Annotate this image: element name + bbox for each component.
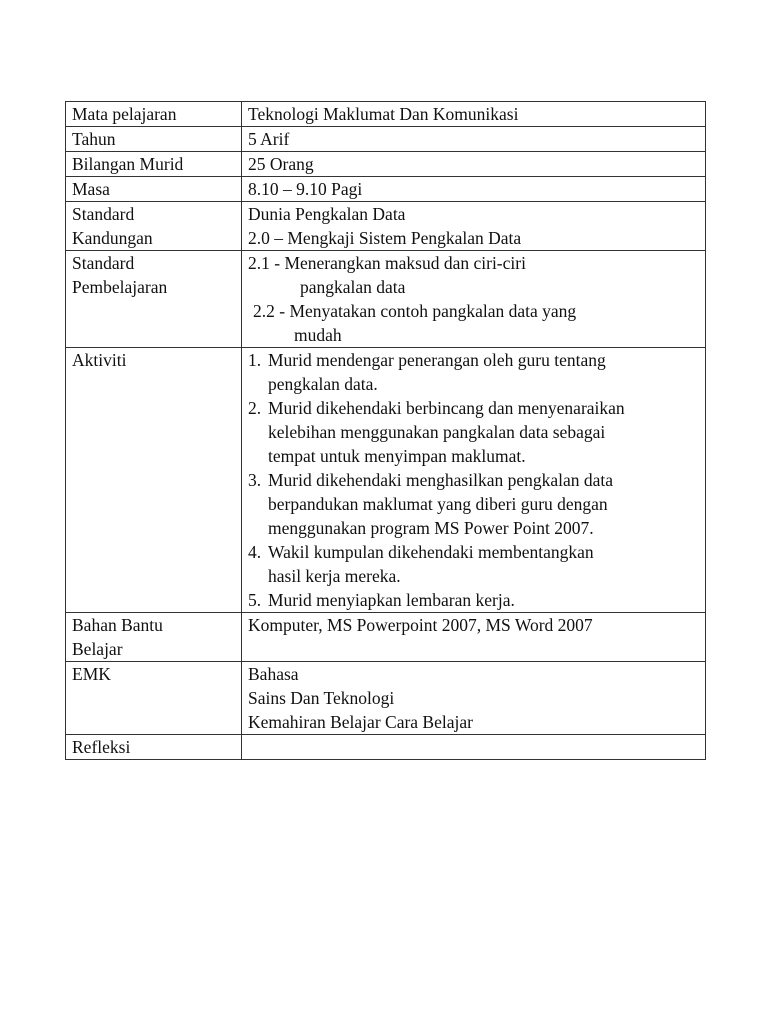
value-tahun: 5 Arif — [242, 127, 706, 152]
standard-item-line: 2.1 - Menerangkan maksud dan ciri-ciri — [248, 253, 526, 273]
list-item-text: Murid menyiapkan lembaran kerja. — [268, 590, 515, 610]
label-line: Standard — [72, 253, 135, 273]
list-item-text: pengkalan data. — [268, 374, 378, 394]
list-item — [248, 348, 699, 396]
list-item — [248, 396, 699, 468]
table-row — [66, 662, 706, 735]
table-row — [66, 613, 706, 662]
list-item-text: menggunakan program MS Power Point 2007. — [268, 518, 594, 538]
list-number: 1. — [248, 350, 262, 370]
label-bilangan-murid: Bilangan Murid — [66, 152, 242, 177]
value-line: Kemahiran Belajar Cara Belajar — [248, 712, 473, 732]
list-item-text: kelebihan menggunakan pangkalan data sebagai — [268, 422, 606, 442]
table-row — [66, 102, 706, 127]
label-standard-kandungan — [66, 202, 242, 251]
table-row — [66, 348, 706, 613]
list-number: 2. — [248, 398, 262, 418]
table-row — [66, 251, 706, 348]
label-aktiviti: Aktiviti — [66, 348, 242, 613]
value-mata-pelajaran: Teknologi Maklumat Dan Komunikasi — [242, 102, 706, 127]
table-row — [66, 152, 706, 177]
table-row — [66, 735, 706, 760]
list-item-text: Murid mendengar penerangan oleh guru tentang — [268, 350, 606, 370]
label-masa: Masa — [66, 177, 242, 202]
list-item — [248, 588, 699, 612]
list-number: 5. — [248, 590, 262, 610]
activity-list — [248, 348, 699, 612]
value-refleksi — [242, 735, 706, 760]
lesson-plan-table — [65, 101, 706, 760]
standard-item-continuation: pangkalan data — [300, 277, 406, 297]
table-row — [66, 177, 706, 202]
value-aktiviti — [242, 348, 706, 613]
list-item-text: Murid dikehendaki menghasilkan pengkalan data — [268, 470, 614, 490]
list-item-text: Wakil kumpulan dikehendaki membentangkan — [268, 542, 594, 562]
list-item-text: berpandukan maklumat yang diberi guru dengan — [268, 494, 608, 514]
list-item-text: Murid dikehendaki berbincang dan menyenaraikan — [268, 398, 625, 418]
value-masa: 8.10 – 9.10 Pagi — [242, 177, 706, 202]
list-item — [248, 540, 699, 588]
label-line: Pembelajaran — [72, 277, 168, 297]
value-standard-pembelajaran — [242, 251, 706, 348]
value-standard-kandungan — [242, 202, 706, 251]
label-line: Kandungan — [72, 228, 153, 248]
value-emk — [242, 662, 706, 735]
label-line: Belajar — [72, 639, 123, 659]
label-emk: EMK — [66, 662, 242, 735]
label-tahun: Tahun — [66, 127, 242, 152]
list-number: 3. — [248, 470, 262, 490]
list-item — [248, 468, 699, 540]
list-item-text: hasil kerja mereka. — [268, 566, 401, 586]
label-bahan-bantu — [66, 613, 242, 662]
label-line: Bahan Bantu — [72, 615, 163, 635]
standard-item-continuation: mudah — [294, 325, 342, 345]
value-line: Sains Dan Teknologi — [248, 688, 395, 708]
value-line: Bahasa — [248, 664, 299, 684]
label-mata-pelajaran: Mata pelajaran — [66, 102, 242, 127]
value-line: Dunia Pengkalan Data — [248, 204, 406, 224]
label-standard-pembelajaran — [66, 251, 242, 348]
standard-item-line: 2.2 - Menyatakan contoh pangkalan data yang — [253, 301, 577, 321]
label-refleksi: Refleksi — [66, 735, 242, 760]
table-row — [66, 127, 706, 152]
list-number: 4. — [248, 542, 262, 562]
list-item-text: tempat untuk menyimpan maklumat. — [268, 446, 526, 466]
table-row — [66, 202, 706, 251]
value-bilangan-murid: 25 Orang — [242, 152, 706, 177]
label-line: Standard — [72, 204, 135, 224]
value-line: 2.0 – Mengkaji Sistem Pengkalan Data — [248, 228, 522, 248]
value-bahan-bantu: Komputer, MS Powerpoint 2007, MS Word 2007 — [242, 613, 706, 662]
